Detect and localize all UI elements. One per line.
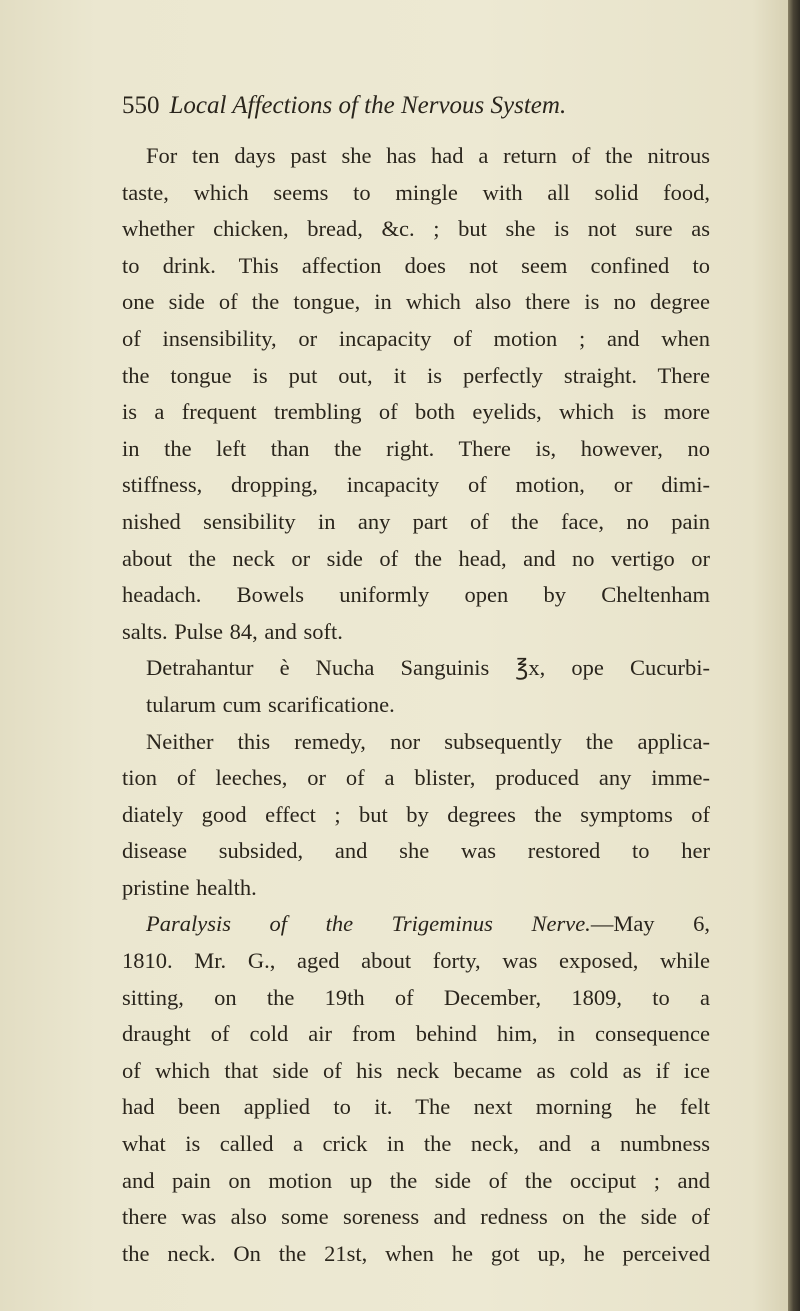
text-line: about the neck or side of the head, and no vertigo or	[122, 545, 710, 571]
prescription-line: Detrahantur è Nucha Sanguinis ℥x, ope Cucurbi-	[146, 655, 710, 681]
text-line: of insensibility, or incapacity of motion ; and when	[122, 325, 710, 351]
text-line: and pain on motion up the side of the occiput ; and	[122, 1167, 710, 1193]
text-line: 1810. Mr. G., aged about forty, was exposed, while	[122, 948, 710, 974]
section-heading-line	[122, 906, 710, 943]
section-date: —May 6,	[590, 911, 710, 937]
text-line: pristine health.	[122, 874, 257, 900]
text-line: nished sensibility in any part of the face, no pain	[122, 508, 710, 534]
text-line: the tongue is put out, it is perfectly straight. There	[122, 362, 710, 388]
text-line: the neck. On the 21st, when he got up, he perceived	[122, 1240, 710, 1266]
text-line: stiffness, dropping, incapacity of motion, or dimi-	[122, 472, 710, 498]
text-line: salts. Pulse 84, and soft.	[122, 618, 343, 644]
body-text	[122, 138, 710, 1272]
text-line: of which that side of his neck became as cold as if ice	[122, 1057, 710, 1083]
text-line: whether chicken, bread, &c. ; but she is not sure as	[122, 216, 710, 242]
text-line: draught of cold air from behind him, in consequence	[122, 1021, 710, 1047]
text-line: sitting, on the 19th of December, 1809, to a	[122, 984, 710, 1010]
running-title: Local Affections of the Nervous System.	[169, 92, 567, 119]
text-line: one side of the tongue, in which also there is no degree	[122, 289, 710, 315]
page-edge-shadow	[788, 0, 800, 1311]
text-line: taste, which seems to mingle with all solid food,	[122, 179, 710, 205]
text-line: diately good effect ; but by degrees the symptoms of	[122, 801, 710, 827]
text-line: disease subsided, and she was restored to her	[122, 838, 710, 864]
text-line: what is called a crick in the neck, and a numbness	[122, 1131, 710, 1157]
text-line: For ten days past she has had a return of the nitrous	[146, 143, 710, 168]
text-line: had been applied to it. The next morning he felt	[122, 1094, 710, 1120]
text-line: Neither this remedy, nor subsequently the applica-	[146, 728, 710, 754]
text-line: there was also some soreness and redness on the side of	[122, 1204, 710, 1230]
text-line: to drink. This affection does not seem confined to	[122, 252, 710, 278]
text-line: is a frequent trembling of both eyelids, which is more	[122, 399, 710, 425]
text-line: tion of leeches, or of a blister, produced any imme-	[122, 765, 710, 791]
running-header	[122, 92, 566, 126]
text-line: in the left than the right. There is, however, no	[122, 435, 710, 461]
prescription-line: tularum cum scarificatione.	[146, 691, 395, 717]
text-line: headach. Bowels uniformly open by Cheltenham	[122, 582, 710, 608]
section-title: Paralysis of the Trigeminus Nerve.	[146, 911, 591, 937]
page-number: 550	[122, 92, 160, 119]
